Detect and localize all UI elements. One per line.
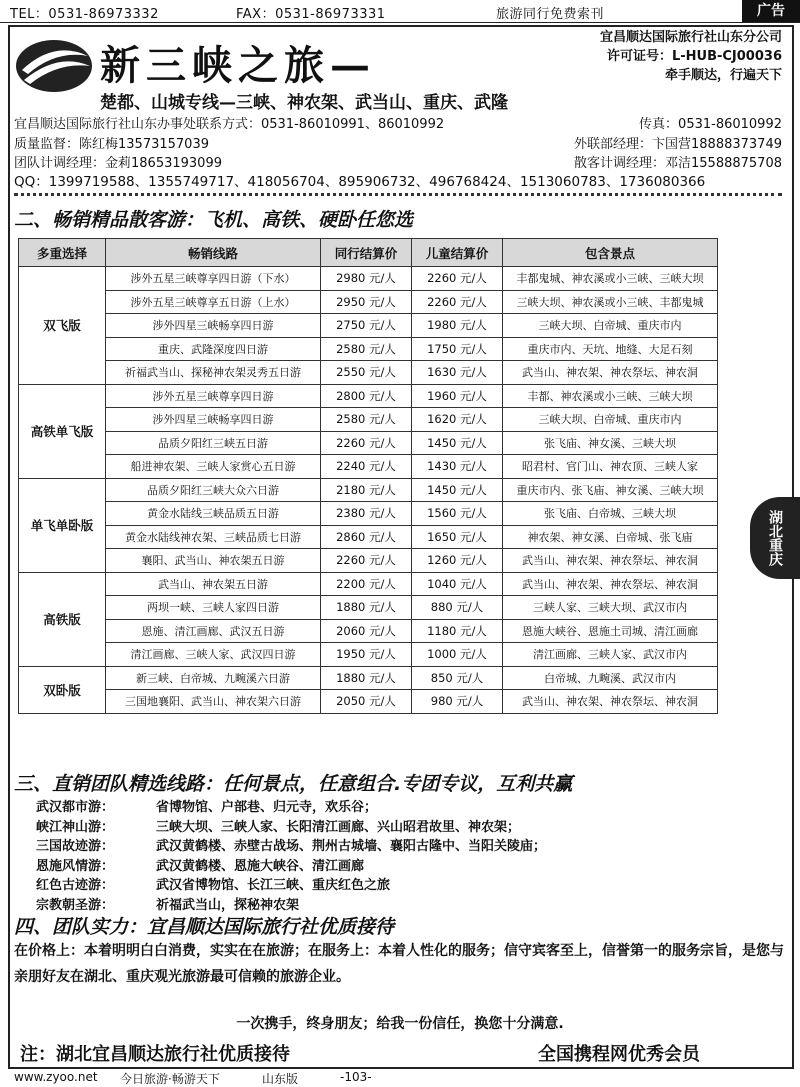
header-index: 旅游同行免费索刊 (496, 7, 605, 22)
combo-route-name: 恩施风情游： (36, 858, 115, 874)
child-price-cell: 1450 元/人 (412, 431, 503, 455)
combo-route-item (36, 894, 299, 913)
route-cell: 品质夕阳红三峡大众六日游 (106, 478, 321, 502)
scenic-cell: 三峡大坝、白帝城、重庆市内 (503, 408, 718, 432)
scenic-cell: 神农架、神女溪、白帝城、张飞庙 (503, 525, 718, 549)
loose-manager: 散客计调经理：邓洁15588875708 (574, 156, 782, 171)
route-cell: 襄阳、武当山、神农架五日游 (106, 549, 321, 573)
peer-price-cell: 2380 元/人 (321, 502, 412, 526)
table-row (19, 384, 718, 408)
peer-price-cell: 2550 元/人 (321, 361, 412, 385)
company-slogan: 牵手顺达，行遍天下 (664, 68, 782, 83)
table-row (19, 314, 718, 338)
peer-price-cell: 2060 元/人 (321, 619, 412, 643)
table-row (19, 525, 718, 549)
group-cell: 高铁版 (19, 572, 106, 666)
group-cell: 高铁单飞版 (19, 384, 106, 478)
brand-title: 新三峡之旅— (100, 42, 376, 89)
section2-title: 二、畅销精品散客游：飞机、高铁、硬卧任您选 (14, 209, 414, 231)
routes-line: 楚都、山城专线—三峡、神农架、武当山、重庆、武隆 (100, 93, 508, 113)
peer-price-cell: 2950 元/人 (321, 290, 412, 314)
route-cell: 武当山、神农架五日游 (106, 572, 321, 596)
note-left: 注：湖北宜昌顺达旅行社优质接待 (20, 1044, 290, 1065)
child-price-cell: 1620 元/人 (412, 408, 503, 432)
motto: 一次携手，终身朋友；给我一份信任，换您十分满意. (236, 1016, 564, 1032)
combo-route-spots: 武汉省博物馆、长江三峡、重庆红色之旅 (156, 878, 391, 893)
child-price-cell: 880 元/人 (412, 596, 503, 620)
child-price-cell: 2260 元/人 (412, 290, 503, 314)
office-contact: 宜昌顺达国际旅行社山东办事处联系方式：0531-86010991、86010992 (14, 117, 445, 132)
peer-price-cell: 2860 元/人 (321, 525, 412, 549)
route-cell: 涉外五星三峡尊享四日游（下水） (106, 267, 321, 291)
child-price-cell: 1040 元/人 (412, 572, 503, 596)
scenic-cell: 武当山、神农架、神农祭坛、神农洞 (503, 361, 718, 385)
child-price-cell: 1560 元/人 (412, 502, 503, 526)
route-cell: 祈福武当山、探秘神农架灵秀五日游 (106, 361, 321, 385)
section4-title: 四、团队实力：宜昌顺达国际旅行社优质接待 (14, 916, 395, 938)
scenic-cell: 三峡人家、三峡大坝、武汉市内 (503, 596, 718, 620)
footer (0, 1068, 800, 1086)
child-price-cell: 1180 元/人 (412, 619, 503, 643)
strength-paragraph: 在价格上：本着明明白白消费，实实在在旅游；在服务上：本着人性化的服务；信守宾客至上，信誉第一的服务宗旨，是您与亲朋好友在湖北、重庆观光旅游最可信赖的旅游企业。 (14, 943, 784, 985)
route-cell: 品质夕阳红三峡五日游 (106, 431, 321, 455)
section3-title: 三、直销团队精选线路：任何景点，任意组合.专团专议，互利共赢 (14, 773, 573, 795)
header-fax: FAX：0531-86973331 (236, 7, 386, 22)
table-row (19, 408, 718, 432)
table-row (19, 619, 718, 643)
company-name: 宜昌顺达国际旅行社山东分公司 (599, 30, 782, 45)
scenic-cell: 张飞庙、白帝城、三峡大坝 (503, 502, 718, 526)
route-cell: 涉外四星三峡畅享四日游 (106, 314, 321, 338)
footer-pub: 今日旅游·畅游天下 (120, 1072, 220, 1086)
peer-price-cell: 2800 元/人 (321, 384, 412, 408)
scenic-cell: 武当山、神农架、神农祭坛、神农洞 (503, 572, 718, 596)
child-price-cell: 1650 元/人 (412, 525, 503, 549)
combo-route-spots: 武汉黄鹤楼、恩施大峡谷、清江画廊 (156, 858, 365, 874)
scenic-cell: 丰都、神农溪或小三峡、三峡大坝 (503, 384, 718, 408)
table-row (19, 596, 718, 620)
scenic-cell: 丰都鬼城、神农溪或小三峡、三峡大坝 (503, 267, 718, 291)
note-right: 全国携程网优秀会员 (538, 1044, 700, 1065)
child-price-cell: 1450 元/人 (412, 478, 503, 502)
route-cell: 涉外五星三峡尊享四日游 (106, 384, 321, 408)
dotted-divider (14, 193, 782, 199)
child-price-cell: 1260 元/人 (412, 549, 503, 573)
child-price-cell: 1980 元/人 (412, 314, 503, 338)
company-info (600, 28, 782, 85)
footer-site: www.zyoo.net (14, 1070, 98, 1084)
table-row (19, 572, 718, 596)
table-row (19, 337, 718, 361)
brand-logo-icon (14, 36, 94, 96)
col-header: 畅销线路 (106, 239, 321, 267)
scenic-cell: 三峡大坝、神农溪或小三峡、丰都鬼城 (503, 290, 718, 314)
foreign-manager: 外联部经理：卞国营18888373749 (574, 137, 782, 152)
peer-price-cell: 2580 元/人 (321, 408, 412, 432)
child-price-cell: 850 元/人 (412, 666, 503, 690)
peer-price-cell: 2260 元/人 (321, 549, 412, 573)
region-side-tab: 湖北重庆 (750, 497, 800, 579)
scenic-cell: 昭君村、官门山、神农顶、三峡人家 (503, 455, 718, 479)
scenic-cell: 白帝城、九畹溪、武汉市内 (503, 666, 718, 690)
table-row (19, 643, 718, 667)
combo-route-spots: 省博物馆、户部巷、归元寺，欢乐谷； (156, 800, 378, 815)
peer-price-cell: 2980 元/人 (321, 267, 412, 291)
route-cell: 涉外五星三峡尊享五日游（上水） (106, 290, 321, 314)
child-price-cell: 2260 元/人 (412, 267, 503, 291)
quality-supervisor: 质量监督：陈红梅13573157039 (14, 137, 209, 152)
peer-price-cell: 1880 元/人 (321, 666, 412, 690)
office-fax: 传真：0531-86010992 (639, 117, 782, 132)
table-header-row (19, 239, 718, 267)
route-cell: 黄金水陆线神农架、三峡品质七日游 (106, 525, 321, 549)
combo-route-spots: 三峡大坝、三峡人家、长阳清江画廊、兴山昭君故里、神农架； (156, 819, 521, 835)
peer-price-cell: 1950 元/人 (321, 643, 412, 667)
route-cell: 涉外四星三峡畅享四日游 (106, 408, 321, 432)
peer-price-cell: 1880 元/人 (321, 596, 412, 620)
child-price-cell: 1000 元/人 (412, 643, 503, 667)
combo-route-name: 红色古迹游： (36, 878, 115, 893)
table-row (19, 502, 718, 526)
combo-route-spots: 武汉黄鹤楼、赤壁古战场、荆州古城墙、襄阳古隆中、当阳关陵庙； (156, 839, 547, 854)
scenic-cell: 武当山、神农架、神农祭坛、神农洞 (503, 690, 718, 714)
col-header: 同行结算价 (321, 239, 412, 267)
peer-price-cell: 2050 元/人 (321, 690, 412, 714)
combo-route-item (36, 816, 520, 835)
child-price-cell: 1960 元/人 (412, 384, 503, 408)
scenic-cell: 清江画廊、三峡人家、武汉市内 (503, 643, 718, 667)
route-cell: 清江画廊、三峡人家、武汉四日游 (106, 643, 321, 667)
combo-route-name: 三国故迹游： (36, 839, 115, 854)
combo-route-name: 武汉都市游： (36, 800, 115, 815)
combo-route-name: 宗教朝圣游： (36, 897, 115, 913)
child-price-cell: 1630 元/人 (412, 361, 503, 385)
route-cell: 三国地襄阳、武当山、神农架六日游 (106, 690, 321, 714)
table-row (19, 290, 718, 314)
header-tel: TEL：0531-86973332 (10, 7, 159, 22)
route-cell: 重庆、武隆深度四日游 (106, 337, 321, 361)
peer-price-cell: 2580 元/人 (321, 337, 412, 361)
combo-route-spots: 祈福武当山，探秘神农架 (156, 897, 300, 913)
combo-route-item (36, 874, 390, 893)
table-row (19, 267, 718, 291)
combo-route-item (36, 835, 546, 854)
scenic-cell: 三峡大坝、白帝城、重庆市内 (503, 314, 718, 338)
route-cell: 船进神农架、三峡人家赏心五日游 (106, 455, 321, 479)
scenic-cell: 重庆市内、天坑、地缝、大足石刻 (503, 337, 718, 361)
footer-page: -103- (340, 1070, 372, 1084)
child-price-cell: 1430 元/人 (412, 455, 503, 479)
group-cell: 双卧版 (19, 666, 106, 713)
peer-price-cell: 2750 元/人 (321, 314, 412, 338)
combo-route-item (36, 796, 377, 815)
table-row (19, 455, 718, 479)
route-cell: 两坝一峡、三峡人家四日游 (106, 596, 321, 620)
footer-region: 山东版 (262, 1072, 299, 1086)
col-header: 多重选择 (19, 239, 106, 267)
team-manager: 团队计调经理：金莉18653193099 (14, 156, 222, 171)
route-cell: 恩施、清江画廊、武汉五日游 (106, 619, 321, 643)
group-cell: 双飞版 (19, 267, 106, 385)
ad-badge: 广告 (742, 0, 800, 22)
top-bar (0, 0, 800, 23)
price-table (18, 238, 718, 714)
table-row (19, 431, 718, 455)
scenic-cell: 重庆市内、张飞庙、神女溪、三峡大坝 (503, 478, 718, 502)
table-row (19, 666, 718, 690)
table-row (19, 690, 718, 714)
col-header: 儿童结算价 (412, 239, 503, 267)
qq-list: QQ：1399719588、1355749717、418056704、895906732、496768424、1513060783、1736080366 (14, 174, 706, 190)
license-number: 许可证号：L-HUB-CJ00036 (606, 49, 782, 64)
scenic-cell: 武当山、神农架、神农祭坛、神农洞 (503, 549, 718, 573)
group-cell: 单飞单卧版 (19, 478, 106, 572)
table-row (19, 361, 718, 385)
child-price-cell: 1750 元/人 (412, 337, 503, 361)
combo-route-name: 峡江神山游： (36, 819, 115, 835)
peer-price-cell: 2180 元/人 (321, 478, 412, 502)
scenic-cell: 恩施大峡谷、恩施土司城、清江画廊 (503, 619, 718, 643)
scenic-cell: 张飞庙、神女溪、三峡大坝 (503, 431, 718, 455)
combo-route-item (36, 855, 364, 874)
table-row (19, 478, 718, 502)
peer-price-cell: 2240 元/人 (321, 455, 412, 479)
peer-price-cell: 2200 元/人 (321, 572, 412, 596)
child-price-cell: 980 元/人 (412, 690, 503, 714)
route-cell: 新三峡、白帝城、九畹溪六日游 (106, 666, 321, 690)
col-header: 包含景点 (503, 239, 718, 267)
peer-price-cell: 2260 元/人 (321, 431, 412, 455)
table-row (19, 549, 718, 573)
route-cell: 黄金水陆线三峡品质五日游 (106, 502, 321, 526)
